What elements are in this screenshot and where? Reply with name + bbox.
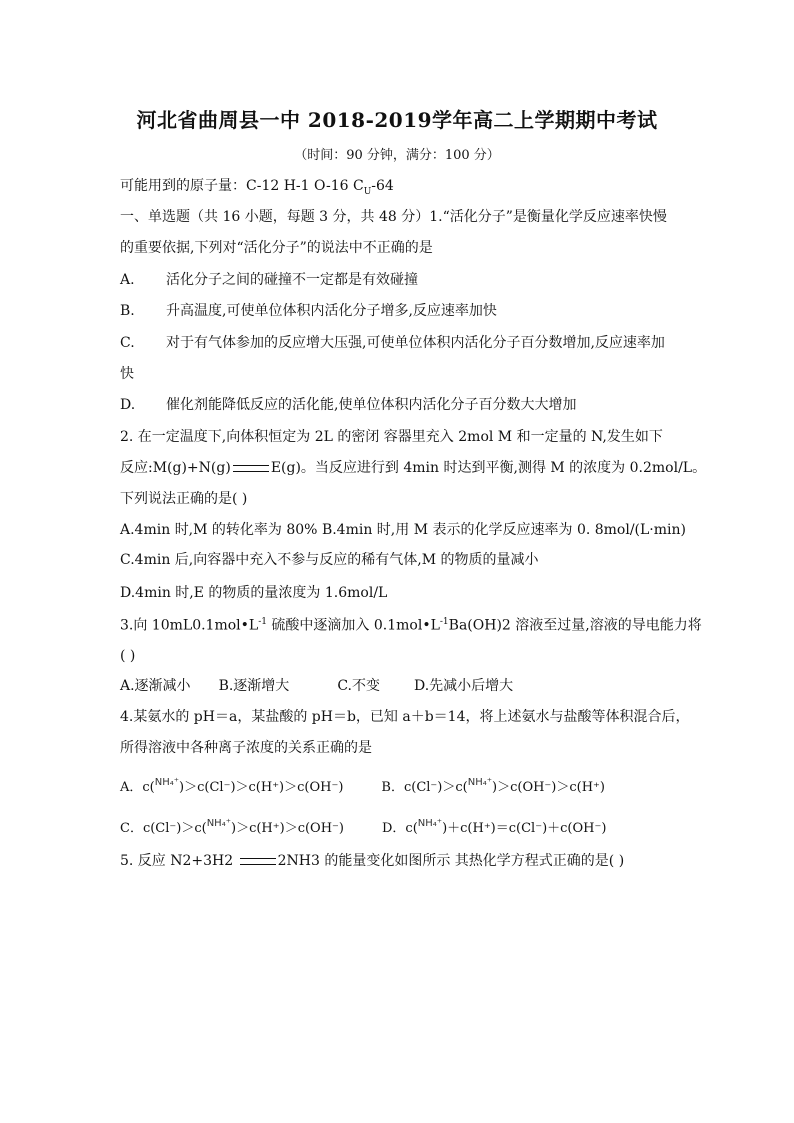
q1-option-c [120, 333, 680, 353]
q3-paren: ( ) [120, 648, 136, 664]
ammonium-ion: NH₄⁺ [467, 777, 493, 788]
q4-options-ab [120, 778, 680, 798]
q3-option-a: A.逐渐减小 [120, 678, 191, 694]
q1-option-b [120, 301, 680, 321]
option-label: B. [120, 303, 135, 319]
equilibrium-arrow-icon [240, 858, 276, 865]
option-text: 催化剂能降低反应的活化能,使单位体积内活化分子百分数大大增加 [166, 397, 577, 413]
cu-subscript: U [363, 186, 372, 197]
equilibrium-arrow-icon [233, 465, 269, 472]
q2-reaction-pre: 反应:M(g)+N(g) [120, 460, 231, 476]
ammonium-ion: NH₄⁺ [417, 818, 443, 829]
atomic-masses [120, 176, 680, 202]
q1-option-a [120, 270, 680, 290]
page-title: 河北省曲周县一中 2018-2019学年高二上学期期中考试 [136, 108, 658, 132]
q2-reaction [120, 458, 707, 478]
option-text: 对于有气体参加的反应增大压强,可使单位体积内活化分子百分数增加,反应速率加 [166, 335, 665, 351]
q4-c-pre: C．c(Cl⁻)＞c( [120, 821, 207, 836]
option-text: 升高温度,可使单位体积内活化分子增多,反应速率加快 [166, 303, 497, 319]
q3-stem-3: Ba(OH)2 溶液至过量,溶液的导电能力将 [448, 617, 702, 634]
q5-stem [120, 851, 680, 871]
q4-b-pre: B．c(Cl⁻)＞c( [381, 780, 468, 795]
q4-d-post: )＋c(H⁺)＝c(Cl⁻)＋c(OH⁻) [442, 821, 607, 836]
q2-option-c: C.4min 后,向容器中充入不参与反应的稀有气体,M 的物质的量减小 [120, 552, 539, 568]
q2-options-ab: A.4min 时,M 的转化率为 80% B.4min 时,用 M 表示的化学反应速率为 0. 8mol/(L·min) [120, 522, 686, 538]
q1-stem: 的重要依据,下列对“活化分子”的说法中不正确的是 [120, 240, 433, 256]
q4-options-cd [120, 819, 680, 839]
q3-option-b: B.逐渐增大 [218, 678, 290, 694]
q4-stem-1: 4.某氨水的 pH＝a，某盐酸的 pH＝b，已知 a＋b＝14，将上述氨水与盐酸等体积混合后， [120, 709, 690, 725]
option-text: 活化分子之间的碰撞不一定都是有效碰撞 [166, 272, 418, 288]
q2-stem: 2. 在一定温度下,向体积恒定为 2L 的密闭 容器里充入 2mol M 和一定量的 N,发生如下 [120, 429, 663, 445]
option-label: C. [120, 335, 135, 351]
q2-question: 下列说法正确的是( ) [120, 491, 248, 507]
q4-a-post: )＞c(Cl⁻)＞c(H⁺)＞c(OH⁻) [179, 780, 344, 795]
q4-d-pre: D．c( [381, 821, 418, 836]
q3-stem [120, 612, 702, 636]
q2-option-d: D.4min 时,E 的物质的量浓度为 1.6mol/L [120, 585, 388, 601]
q1-option-d [120, 395, 680, 415]
q3-exponent-1: -1 [258, 617, 267, 627]
option-label: D. [120, 397, 136, 413]
q3-stem-2: 硫酸中逐滴加入 0.1mol•L [266, 617, 440, 634]
q3-options [120, 676, 680, 696]
q4-c-post: )＞c(H⁺)＞c(OH⁻) [231, 821, 344, 836]
q4-b-post: )＞c(OH⁻)＞c(H⁺) [492, 780, 605, 795]
ammonium-ion: NH₄⁺ [154, 777, 180, 788]
q3-stem-1: 3.向 10mL0.1mol•L [120, 617, 259, 634]
q4-stem-2: 所得溶液中各种离子浓度的关系正确的是 [120, 740, 372, 756]
cu-mass: -64 [371, 178, 394, 194]
q3-option-d: D.先减小后增大 [413, 678, 514, 694]
q5-pre: 5. 反应 N2+3H2 [120, 853, 238, 869]
q1-option-c-cont: 快 [120, 366, 134, 382]
option-label: A. [120, 272, 135, 288]
atomic-masses-text: 可能用到的原子量：C-12 H-1 O-16 C [120, 178, 364, 194]
ammonium-ion: NH₄⁺ [206, 818, 231, 829]
exam-info: （时间：90 分钟，满分：100 分） [294, 148, 500, 163]
q5-post: 2NH3 的能量变化如图所示 其热化学方程式正确的是( ) [277, 853, 625, 869]
q4-a-pre: A．c( [120, 780, 155, 795]
q3-exponent-2: -1 [439, 617, 449, 627]
q2-reaction-post: E(g)。当反应进行到 4min 时达到平衡,测得 M 的浓度为 0.2mol/L。 [270, 460, 707, 476]
q3-option-c: C.不变 [337, 678, 380, 694]
section-heading: 一、单选题（共 16 小题，每题 3 分，共 48 分）1.“活化分子”是衡量化学反应速率快慢 [120, 209, 667, 225]
